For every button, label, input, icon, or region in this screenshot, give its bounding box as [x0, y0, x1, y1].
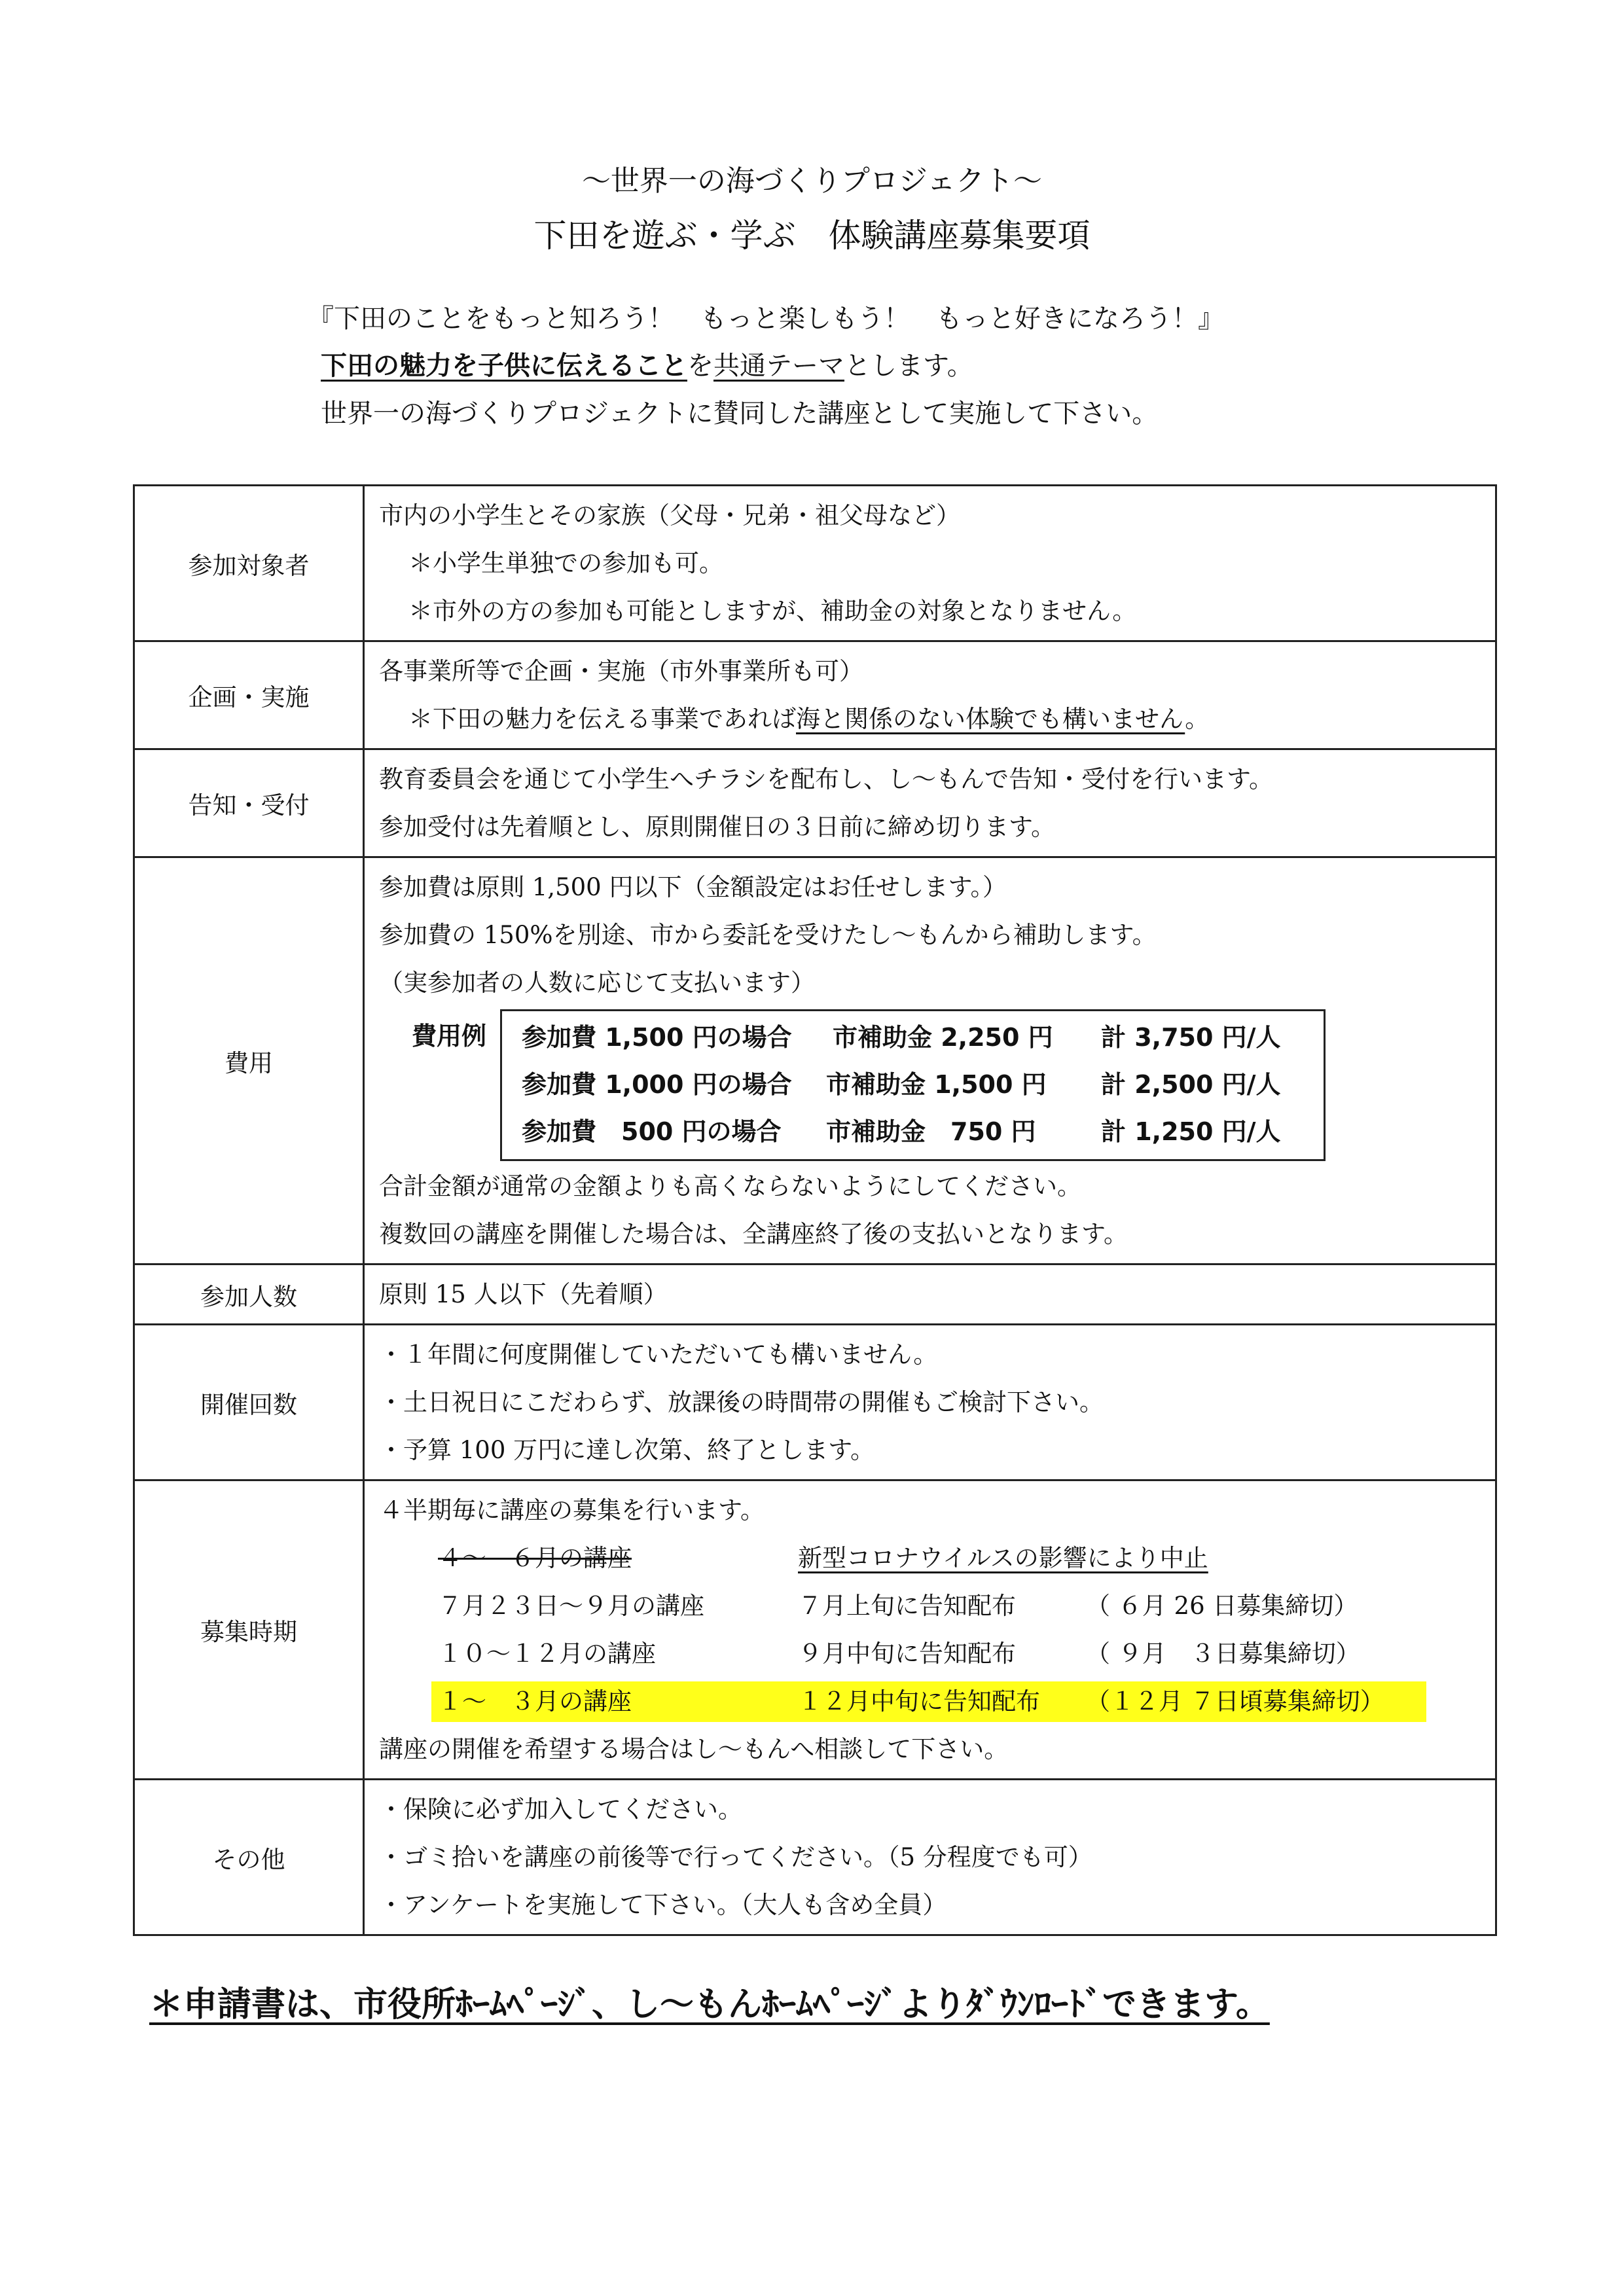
text-line: 原則 15 人以下（先着順） [379, 1280, 668, 1308]
total-amount: 計 3,750 円/人 [1101, 1023, 1281, 1052]
schedule-row [379, 1582, 1495, 1630]
fee-example-label: 費用例 [412, 1022, 487, 1050]
subsidy-amount: 市補助金 750 円 [826, 1117, 1036, 1146]
page-title: 下田を遊ぶ・学ぶ 体験講座募集要項 [533, 217, 1091, 255]
row-cost [134, 857, 1496, 1265]
text-line [379, 695, 1495, 743]
text-line: 各事業所等で企画・実施（市外事業所も可） [379, 657, 863, 685]
label-participants: 参加対象者 [134, 486, 364, 641]
label-notice: 告知・受付 [134, 749, 364, 857]
content-other [364, 1780, 1496, 1935]
text-line: ・アンケートを実施して下さい。（大人も含め全員） [379, 1891, 947, 1919]
content-cost [364, 857, 1496, 1265]
theme-mid: を [687, 351, 713, 381]
schedule-term: １０～１２月の講座 [438, 1640, 656, 1668]
total-amount: 計 1,250 円/人 [1101, 1117, 1281, 1146]
schedule-row [379, 1534, 1495, 1582]
row-recruit [134, 1480, 1496, 1780]
text-line: 複数回の講座を開催した場合は、全講座終了後の支払いとなります。 [379, 1220, 1128, 1248]
guidelines-table [133, 484, 1497, 1936]
page-subtitle: ～世界一の海づくりプロジェクト～ [581, 164, 1043, 198]
row-other [134, 1780, 1496, 1935]
subsidy-amount: 市補助金 2,250 円 [833, 1023, 1053, 1052]
schedule-row [379, 1630, 1495, 1677]
text-line: ・保険に必ず加入してください。 [379, 1795, 742, 1823]
fee-example-box [500, 1009, 1326, 1161]
schedule-deadline: （ ６月 26 日募集締切） [1086, 1592, 1358, 1620]
common-theme [321, 345, 973, 382]
total-amount: 計 2,500 円/人 [1101, 1070, 1281, 1099]
text-line: ＊小学生単独での参加も可。 [408, 549, 723, 577]
project-note: 世界一の海づくりプロジェクトに賛同した講座として実施して下さい。 [321, 399, 1159, 429]
fee-example-section [379, 1009, 1495, 1160]
text-line: ・予算 100 万円に達し次第、終了とします。 [379, 1436, 875, 1464]
content-recruit [364, 1480, 1496, 1780]
label-recruit: 募集時期 [134, 1480, 364, 1780]
content-capacity [364, 1265, 1496, 1325]
text-line: 講座の開催を希望する場合はし～もんへ相談して下さい。 [379, 1735, 1009, 1763]
text-line: ４半期毎に講座の募集を行います。 [379, 1496, 765, 1524]
schedule-term: ７月２３日～９月の講座 [438, 1592, 704, 1620]
content-participants [364, 486, 1496, 641]
label-frequency: 開催回数 [134, 1325, 364, 1480]
theme-underlined: 共通テーマ [713, 351, 844, 381]
fee-example-row [502, 1061, 1324, 1108]
underlined-text: 海と関係のない体験でも構いません [796, 705, 1185, 733]
text-line: 市内の小学生とその家族（父母・兄弟・祖父母など） [379, 501, 960, 529]
text-line: 参加受付は先着順とし、原則開催日の３日前に締め切ります。 [379, 813, 1056, 841]
content-planning [364, 641, 1496, 749]
row-notice [134, 749, 1496, 857]
schedule-notice: 新型コロナウイルスの影響により中止 [798, 1544, 1208, 1572]
text-line: ＊市外の方の参加も可能としますが、補助金の対象となりません。 [408, 597, 1137, 625]
row-frequency [134, 1325, 1496, 1480]
text-line: 合計金額が通常の金額よりも高くならないようにしてください。 [379, 1172, 1081, 1200]
content-notice [364, 749, 1496, 857]
row-capacity [134, 1265, 1496, 1325]
schedule-notice: ７月上旬に告知配布 [798, 1592, 1016, 1620]
text-segment: 。 [1185, 705, 1210, 733]
label-capacity: 参加人数 [134, 1265, 364, 1325]
schedule-notice: ９月中旬に告知配布 [798, 1640, 1016, 1668]
application-note: ＊申請書は、市役所ﾎｰﾑﾍﾟｰｼﾞ、し～もんﾎｰﾑﾍﾟｰｼﾞよりﾀﾞｳﾝﾛｰﾄﾞできます。 [149, 1985, 1270, 2024]
schedule-term: ４～ ６月の講座 [438, 1544, 632, 1572]
slogan: 『下田のことをもっと知ろう！ もっと楽しもう！ もっと好きになろう！』 [308, 304, 1224, 334]
theme-end: とします。 [844, 351, 973, 381]
text-line: ・ゴミ拾いを講座の前後等で行ってください。（5 分程度でも可） [379, 1843, 1092, 1871]
text-line: （実参加者の人数に応じて支払います） [379, 969, 815, 997]
fee-example-row [502, 1108, 1324, 1155]
text-line: 参加費は原則 1,500 円以下（金額設定はお任せします。） [379, 873, 1007, 901]
row-planning [134, 641, 1496, 749]
schedule-deadline: （ ９月 ３日募集締切） [1086, 1640, 1360, 1668]
text-segment: ＊下田の魅力を伝える事業であれば [408, 705, 796, 733]
schedule-notice: １２月中旬に告知配布 [798, 1687, 1040, 1715]
label-planning: 企画・実施 [134, 641, 364, 749]
text-line: 教育委員会を通じて小学生へチラシを配布し、し～もんで告知・受付を行います。 [379, 765, 1274, 793]
label-cost: 費用 [134, 857, 364, 1265]
schedule-term: １～ ３月の講座 [438, 1687, 632, 1715]
subsidy-amount: 市補助金 1,500 円 [826, 1070, 1047, 1099]
row-participants [134, 486, 1496, 641]
schedule-deadline: （１２月 ７日頃募集締切） [1086, 1687, 1384, 1715]
theme-emphasis: 下田の魅力を子供に伝えること [321, 350, 687, 381]
fee-example-row [502, 1014, 1324, 1061]
content-frequency [364, 1325, 1496, 1480]
text-line: 参加費の 150%を別途、市から委託を受けたし～もんから補助します。 [379, 921, 1157, 949]
fee-amount: 参加費 1,000 円の場合 [522, 1070, 792, 1099]
fee-amount: 参加費 500 円の場合 [522, 1117, 782, 1146]
text-line: ・１年間に何度開催していただいても構いません。 [379, 1340, 938, 1369]
label-other: その他 [134, 1780, 364, 1935]
schedule-row-highlighted [379, 1677, 1495, 1725]
fee-amount: 参加費 1,500 円の場合 [522, 1023, 792, 1052]
text-line: ・土日祝日にこだわらず、放課後の時間帯の開催もご検討下さい。 [379, 1388, 1104, 1416]
